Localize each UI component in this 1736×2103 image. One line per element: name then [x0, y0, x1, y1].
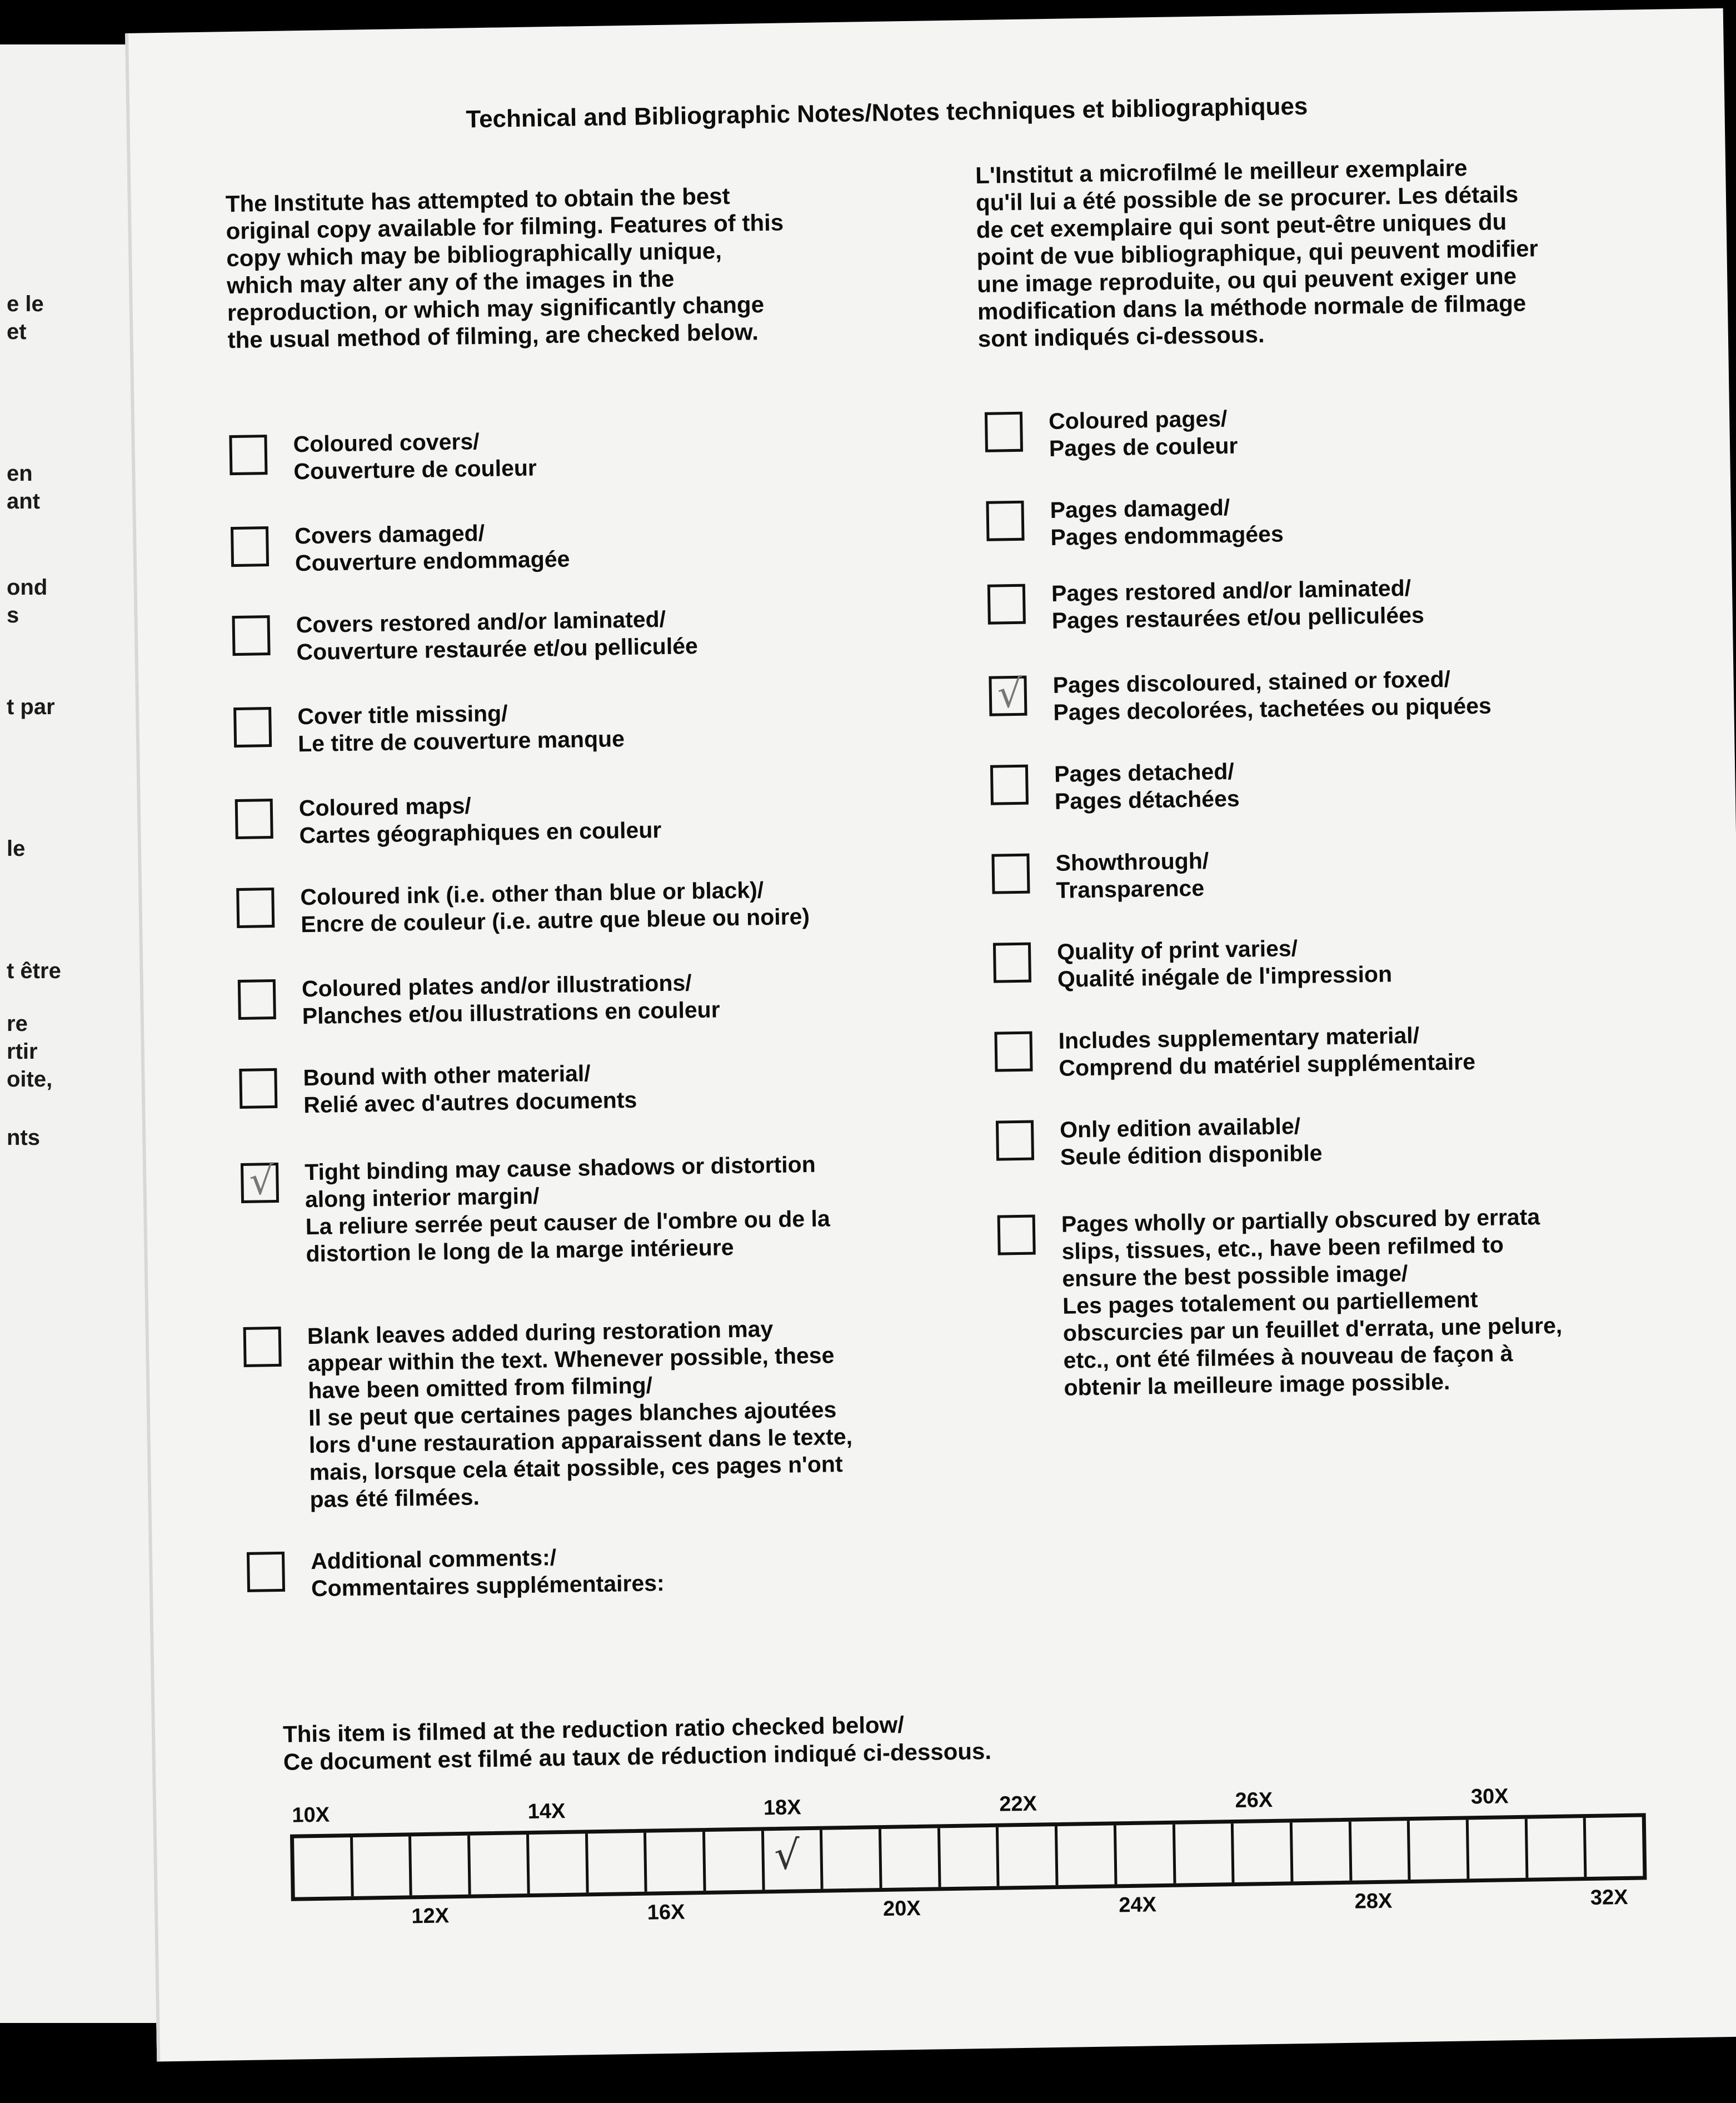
ratio-scale-label: 22X [999, 1792, 1037, 1816]
checkbox[interactable] [986, 501, 1024, 541]
ratio-cell[interactable] [881, 1828, 941, 1888]
checklist-label: Bound with other material/ Relié avec d'autres documents [303, 1060, 637, 1118]
checklist-label: Includes supplementary material/ Comprend du matériel supplémentaire [1058, 1022, 1476, 1081]
ratio-cell[interactable] [1175, 1823, 1234, 1883]
ratio-cell[interactable] [294, 1837, 353, 1897]
ratio-scale-label: 12X [411, 1904, 450, 1928]
checkbox[interactable] [987, 584, 1026, 625]
checklist-label: Pages detached/ Pages détachées [1054, 758, 1240, 814]
ratio-cell[interactable] [353, 1836, 412, 1896]
checkbox[interactable] [991, 854, 1030, 894]
ratio-cell[interactable] [940, 1827, 1000, 1887]
ratio-cell[interactable] [1528, 1818, 1587, 1878]
checkbox[interactable] [235, 799, 273, 839]
checkbox[interactable] [996, 1120, 1034, 1161]
ratio-scale-label: 24X [1119, 1893, 1157, 1917]
left-page-text-fragment: t être [7, 959, 61, 983]
checklist-label: Quality of print varies/ Qualité inégale de l'impression [1056, 935, 1393, 992]
left-page-text-fragment: et [7, 320, 27, 344]
ratio-cell[interactable] [1234, 1822, 1293, 1882]
ratio-cell[interactable] [411, 1836, 471, 1896]
intro-english: The Institute has attempted to obtain the best original copy available for filming. Features of this copy which may be bibliographically unique, which may alter any of the images in the reproduction, or which may significantly change the usual method of filming, are checked below. [225, 182, 784, 353]
checkbox[interactable] [989, 670, 1027, 717]
checklist-label: Pages discoloured, stained or foxed/ Pages decolorées, tachetées ou piquées [1052, 666, 1492, 725]
ratio-cell[interactable] [1586, 1817, 1643, 1877]
checklist-label: Pages wholly or partially obscured by errata slips, tissues, etc., have been refilmed to ensure the best possible image/ Les pages totalement ou partiellement obscurcies par un feuillet d'errata, une pelure, etc., ont été filmées à nouveau de façon à obtenir la meilleure image possible. [1061, 1204, 1563, 1401]
notes-page [125, 8, 1736, 2062]
left-page-text-fragment: nts [7, 1125, 40, 1150]
ratio-scale-label: 16X [647, 1900, 685, 1925]
ratio-cell[interactable] [1469, 1819, 1528, 1879]
page-title: Technical and Bibliographic Notes/Notes techniques et bibliographiques [466, 92, 1308, 133]
ratio-scale-label: 32X [1590, 1885, 1628, 1910]
checkmark-icon: √ [997, 670, 1023, 717]
checklist-label: Coloured plates and/or illustrations/ Planches et/ou illustrations en couleur [301, 970, 720, 1029]
left-page-text-fragment: t par [7, 695, 55, 719]
ratio-cell[interactable] [529, 1833, 588, 1893]
checklist-label: Only edition available/ Seule édition disponible [1059, 1113, 1323, 1170]
checklist-label: Covers damaged/ Couverture endommagée [294, 520, 570, 576]
checkbox[interactable] [243, 1327, 282, 1367]
checklist-label: Pages restored and/or laminated/ Pages restaurées et/ou pelliculées [1051, 575, 1425, 634]
checkbox[interactable] [232, 615, 270, 656]
checklist-label: Showthrough/ Transparence [1055, 848, 1209, 903]
checklist-label: Tight binding may cause shadows or distortion along interior margin/ La reliure serrée peut causer de l'ombre ou de la distortion le long de la marge intérieure [304, 1151, 831, 1267]
ratio-scale-label: 30X [1470, 1785, 1509, 1809]
ratio-cell[interactable] [1293, 1822, 1352, 1882]
left-page-text-fragment: rtir [7, 1039, 38, 1064]
ratio-cell[interactable] [646, 1832, 706, 1892]
reduction-ratio-bar [290, 1813, 1647, 1901]
ratio-scale-label: 20X [882, 1896, 921, 1921]
ratio-cell[interactable] [764, 1830, 824, 1890]
checkmark-icon: √ [774, 1831, 800, 1879]
checklist-label: Cover title missing/ Le titre de couverture manque [297, 700, 625, 757]
ratio-scale-label: 28X [1354, 1889, 1393, 1913]
checklist-label: Coloured pages/ Pages de couleur [1048, 405, 1238, 461]
left-page-text-fragment: en [7, 461, 33, 486]
checklist-label: Pages damaged/ Pages endommagées [1050, 494, 1284, 550]
checkbox[interactable] [239, 1068, 277, 1109]
left-page-text-fragment: le [7, 836, 26, 861]
ratio-scale-label: 14X [527, 1799, 566, 1824]
checkbox[interactable] [236, 888, 275, 928]
checkbox[interactable] [231, 526, 269, 567]
left-page-text-fragment: ant [7, 489, 40, 514]
left-page-text-fragment: e le [7, 292, 44, 316]
checklist-label: Coloured ink (i.e. other than blue or black)/ Encre de couleur (i.e. autre que bleue ou noire) [300, 877, 810, 938]
ratio-cell[interactable] [1057, 1825, 1117, 1885]
ratio-cell[interactable] [1410, 1820, 1469, 1880]
checklist-label: Coloured maps/ Cartes géographiques en couleur [298, 793, 662, 849]
checkbox[interactable] [241, 1158, 279, 1204]
checkbox[interactable] [238, 979, 276, 1020]
ratio-scale-label: 10X [292, 1803, 330, 1827]
ratio-cell[interactable] [1116, 1825, 1176, 1885]
left-page-text-fragment: ond [7, 575, 48, 600]
ratio-cell[interactable] [999, 1826, 1058, 1886]
checklist-label: Additional comments:/ Commentaires supplémentaires: [310, 1544, 665, 1602]
reduction-ratio-note: This item is filmed at the reduction ratio checked below/ Ce document est filmé au taux de réduction indiqué ci-dessous. [282, 1711, 992, 1775]
checkbox[interactable] [993, 943, 1031, 983]
ratio-scale-label: 26X [1235, 1788, 1273, 1813]
checklist-label: Coloured covers/ Couverture de couleur [293, 428, 537, 485]
checkbox[interactable] [985, 412, 1023, 452]
ratio-cell[interactable] [1351, 1821, 1410, 1881]
checkbox[interactable] [994, 1031, 1032, 1072]
checklist-label: Covers restored and/or laminated/ Couverture restaurée et/ou pelliculée [296, 606, 699, 665]
ratio-cell[interactable] [470, 1835, 530, 1895]
checkbox[interactable] [247, 1552, 285, 1592]
ratio-cell[interactable] [822, 1829, 882, 1889]
ratio-cell[interactable] [587, 1833, 647, 1893]
left-page-text-fragment: oite, [7, 1067, 53, 1092]
checkbox[interactable] [997, 1215, 1036, 1255]
ratio-scale-label: 18X [763, 1796, 801, 1820]
checkbox[interactable] [233, 707, 272, 747]
left-page-text-fragment: re [7, 1011, 28, 1036]
intro-french: L'Institut a microfilmé le meilleur exemplaire qu'il lui a été possible de se procurer. Les détails de cet exemplaire qui sont peut-être uniques du point de vue bibliographique, qui peuvent modifier une image reproduite, ou qui peuvent exiger une modification dans la méthode normale de filmage sont indiqués ci-dessous. [975, 155, 1539, 352]
checkbox[interactable] [990, 765, 1029, 805]
checkbox[interactable] [229, 435, 267, 475]
checkmark-icon: √ [248, 1158, 275, 1204]
left-page-text-fragment: s [7, 603, 19, 627]
checklist-label: Blank leaves added during restoration may appear within the text. Whenever possible, these have been omitted from filming/ Il se peut que certaines pages blanches ajoutées lors d'une restauration apparaissent dans le texte, mais, lorsque cela était possible, ces pages n'ont pas été filmées. [307, 1315, 853, 1513]
ratio-cell[interactable] [705, 1831, 765, 1891]
